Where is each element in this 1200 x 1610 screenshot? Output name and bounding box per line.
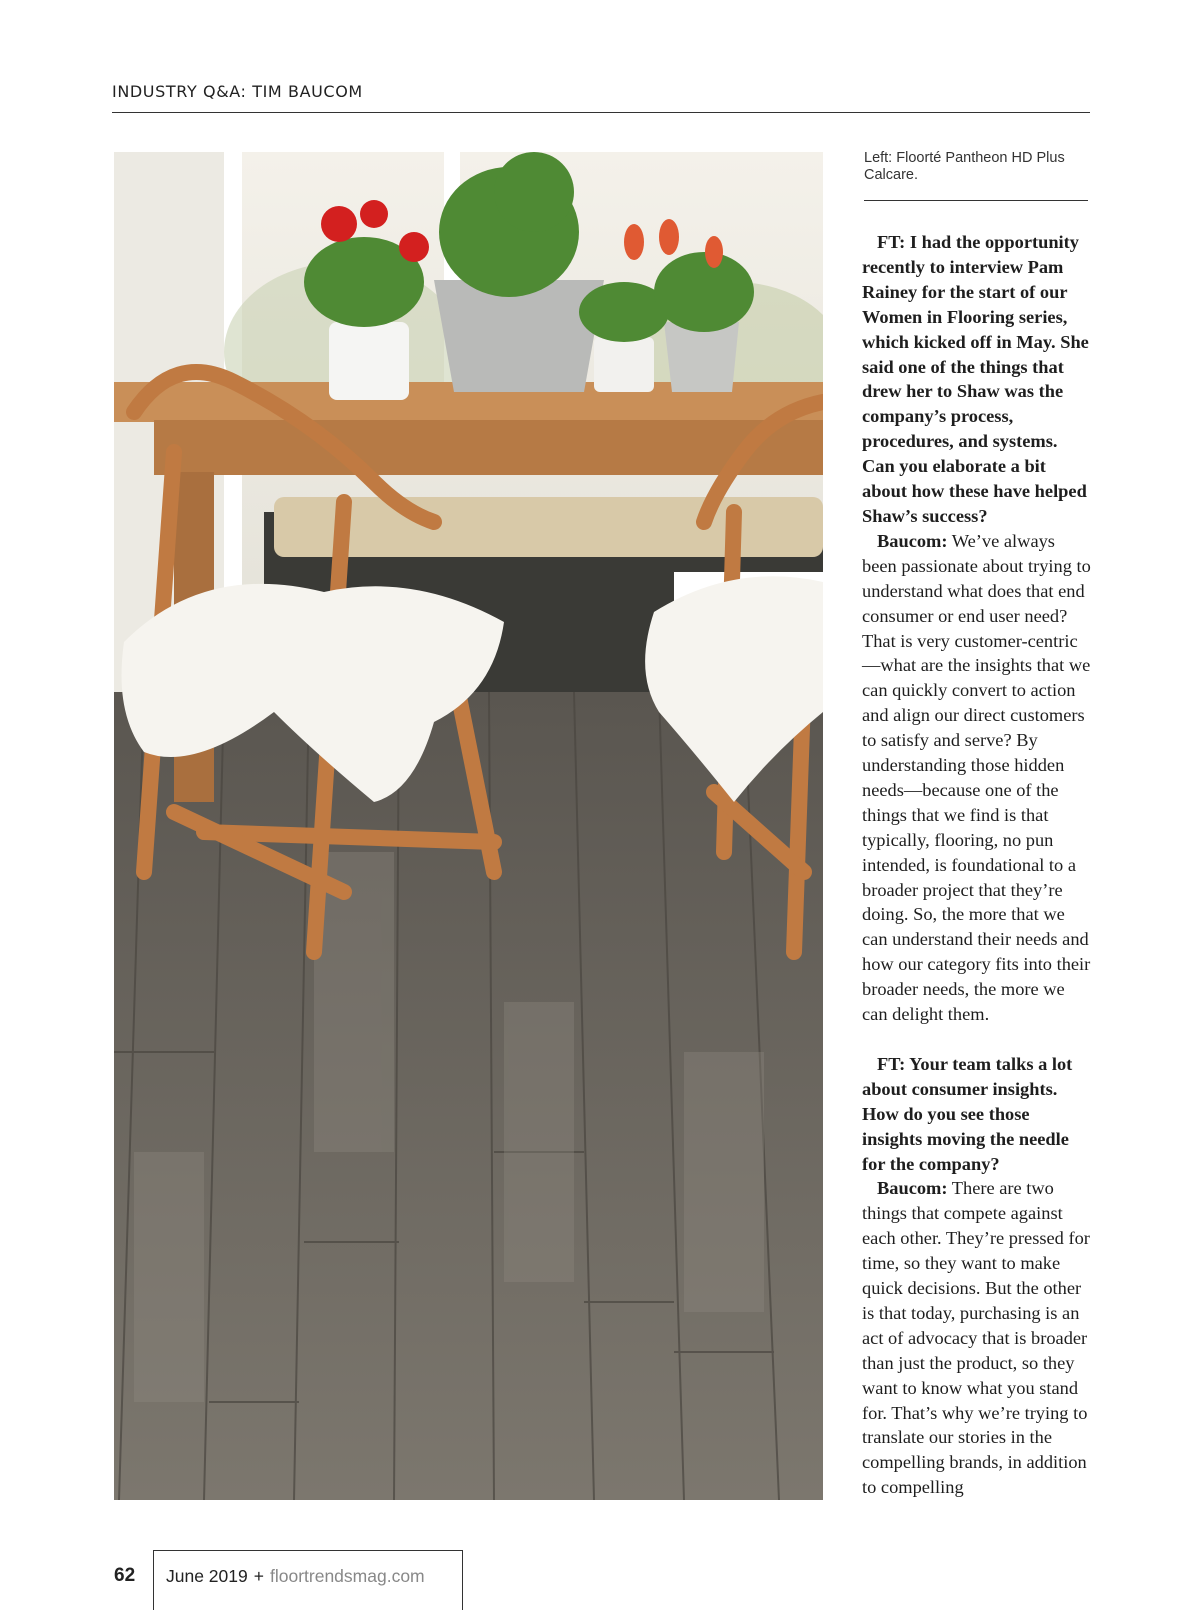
article-body <box>862 230 1094 1500</box>
question-2: FT: Your team talks a lot about consumer insights. How do you see those insights moving the needle for the company? <box>862 1053 1073 1174</box>
answer-2 <box>862 1176 1094 1500</box>
product-photo <box>114 152 823 1500</box>
answer-1-text: We’ve always been passionate about trying to understand what does that end consumer or end user need? That is very customer-centric—what are the insights that we can quickly convert to action and align our direct customers to satisfy and serve? By understanding those hidden needs—because one of the things that we find is that typically, flooring, no pun intended, is foundational to a broader project that they’re doing. So, the more that we can understand their needs and how our category fits into their broader needs, the more we can delight them. <box>862 530 1091 1025</box>
header-rule <box>112 112 1090 113</box>
paragraph-gap <box>862 1027 1094 1052</box>
section-label: INDUSTRY Q&A: TIM BAUCOM <box>112 82 363 101</box>
answer-2-speaker: Baucom: <box>877 1178 948 1199</box>
page-number: 62 <box>114 1565 136 1586</box>
answer-1 <box>862 529 1094 1027</box>
website-link[interactable]: floortrendsmag.com <box>269 1566 425 1586</box>
footer-issue-line <box>166 1566 425 1587</box>
question-1: FT: I had the opportunity recently to interview Pam Rainey for the start of our Women in Flooring series, which kicked off in May. She said one of the things that drew her to Shaw was the company’s process, procedures, and systems. Can you elaborate a bit about how these have helped Shaw’s success? <box>862 232 1089 526</box>
photo-caption: Left: Floorté Pantheon HD Plus Calcare. <box>864 150 1065 183</box>
answer-1-speaker: Baucom: <box>877 530 948 551</box>
footer-separator: + <box>253 1566 264 1586</box>
issue-date: June 2019 <box>166 1566 248 1586</box>
caption-rule <box>864 200 1088 201</box>
answer-2-text: There are two things that compete against each other. They’re pressed for time, so they want to make quick decisions. But the other is that today, purchasing is an act of advocacy that is broader than just the product, so they want to know what you stand for. That’s why we’re trying to translate our stories in the compelling brands, in addition to compelling <box>862 1178 1090 1498</box>
